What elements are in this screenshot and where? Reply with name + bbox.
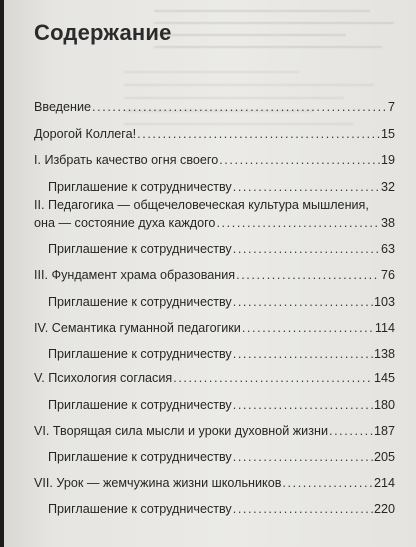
toc-entry-title: Дорогой Коллега!: [34, 127, 137, 141]
toc-subentry[interactable]: [48, 502, 395, 517]
toc-entry-title: Приглашение к сотрудничеству: [48, 180, 232, 194]
toc-subentry[interactable]: [48, 347, 395, 362]
toc-entry-page: 38: [380, 216, 395, 230]
leader-dots: [173, 371, 373, 386]
toc-entry-page: 145: [373, 371, 395, 385]
toc-subentry[interactable]: [48, 450, 395, 465]
show-through-text: [124, 60, 374, 130]
toc-entry-page: 220: [373, 502, 395, 516]
toc-subentry[interactable]: [48, 242, 395, 257]
toc-entry-title: Введение: [34, 100, 92, 114]
toc-entry[interactable]: [34, 321, 395, 336]
leader-dots: [233, 398, 373, 413]
toc-entry-title: Приглашение к сотрудничеству: [48, 295, 232, 309]
leader-dots: [219, 153, 380, 168]
toc-entry[interactable]: [34, 127, 395, 142]
toc-entry-page: 114: [374, 321, 395, 335]
leader-dots: [233, 180, 380, 195]
toc-entry-page: 187: [373, 424, 395, 438]
toc-subentry[interactable]: [48, 295, 395, 310]
toc-entry[interactable]: [34, 371, 395, 386]
toc-entry-page: 180: [373, 398, 395, 412]
leader-dots: [233, 295, 373, 310]
leader-dots: [329, 424, 373, 439]
toc-entry-page: 19: [380, 153, 395, 167]
toc-entry-title: VI. Творящая сила мысли и уроки духовной жизни: [34, 424, 328, 438]
toc-entry[interactable]: [34, 100, 395, 115]
page-title: Содержание: [34, 20, 172, 45]
leader-dots: [233, 502, 373, 517]
toc-entry-title: Приглашение к сотрудничеству: [48, 450, 232, 464]
book-page: [4, 0, 416, 547]
toc-entry[interactable]: [34, 216, 395, 231]
toc-entry[interactable]: [34, 476, 395, 491]
toc-entry-title-line1[interactable]: II. Педагогика — общечеловеческая культура мышления,: [34, 198, 369, 212]
leader-dots: [233, 347, 373, 362]
leader-dots: [92, 100, 387, 115]
toc-entry-page: 103: [373, 295, 395, 309]
toc-entry-page: 76: [380, 268, 395, 282]
toc-entry-page: 15: [380, 127, 395, 141]
leader-dots: [216, 216, 380, 231]
toc-entry-title: IV. Семантика гуманной педагогики: [34, 321, 241, 335]
toc-entry[interactable]: [34, 268, 395, 283]
toc-entry-page: 32: [380, 180, 395, 194]
toc-entry[interactable]: [34, 153, 395, 168]
leader-dots: [242, 321, 374, 336]
toc-entry-page: 214: [373, 476, 395, 490]
toc-entry-title: Приглашение к сотрудничеству: [48, 347, 232, 361]
toc-entry-title: Приглашение к сотрудничеству: [48, 242, 232, 256]
toc-entry-title: Приглашение к сотрудничеству: [48, 398, 232, 412]
leader-dots: [233, 242, 380, 257]
toc-entry-title: I. Избрать качество огня своего: [34, 153, 219, 167]
show-through-text: [154, 0, 394, 60]
leader-dots: [282, 476, 373, 491]
toc-entry[interactable]: [34, 424, 395, 439]
toc-entry-page: 7: [387, 100, 395, 114]
toc-entry-page: 138: [373, 347, 395, 361]
toc-entry-page: 205: [373, 450, 395, 464]
toc-entry-page: 63: [380, 242, 395, 256]
toc-entry-title: VII. Урок — жемчужина жизни школьников: [34, 476, 282, 490]
leader-dots: [137, 127, 380, 142]
leader-dots: [236, 268, 380, 283]
toc-entry-title: V. Психология согласия: [34, 371, 173, 385]
toc-subentry[interactable]: [48, 180, 395, 195]
toc-entry-title: Приглашение к сотрудничеству: [48, 502, 232, 516]
toc-subentry[interactable]: [48, 398, 395, 413]
toc-entry-title: III. Фундамент храма образования: [34, 268, 236, 282]
leader-dots: [233, 450, 373, 465]
toc-entry-title-line2: она — состояние духа каждого: [34, 216, 216, 230]
